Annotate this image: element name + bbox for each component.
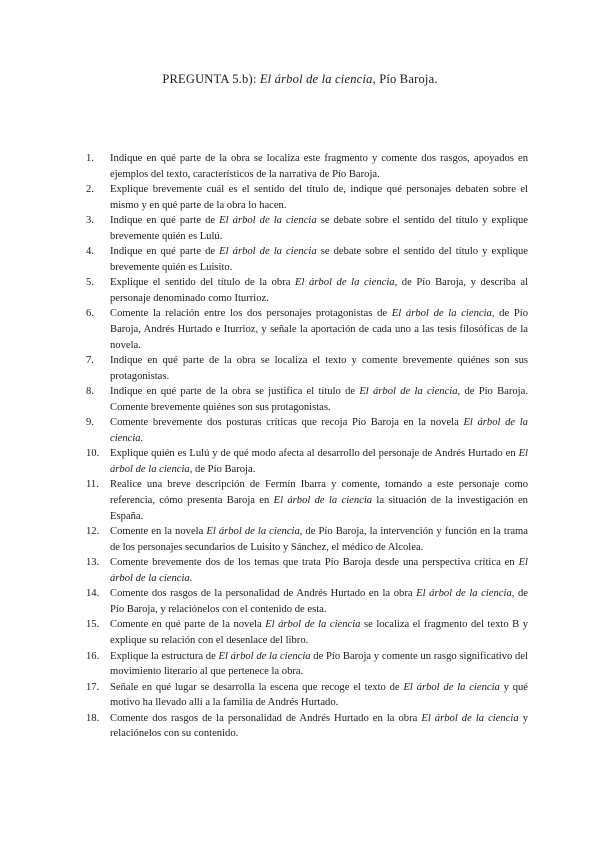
book-title-italic: El árbol de la ciencia: [110, 448, 528, 475]
question-item: [86, 524, 528, 555]
question-number: 4.: [86, 246, 94, 258]
question-number: 5.: [86, 277, 94, 289]
question-item: [86, 446, 528, 477]
question-text-segment: Indique en qué parte de la obra se localiza este fragmento y comente dos rasgos, apoyados en ejemplos del texto, característicos de la narrativa de Pío Baroja.: [110, 153, 528, 180]
question-item: [86, 586, 528, 617]
book-title-italic: El árbol de la ciencia: [273, 495, 373, 507]
question-number: 9.: [86, 417, 94, 429]
question-text-segment: Indique en qué parte de: [110, 215, 220, 227]
question-text-segment: Indique en qué parte de la obra se localiza el texto y comente brevemente quiénes son sus protagonistas.: [110, 355, 528, 382]
question-item: [86, 555, 528, 586]
question-text-segment: Explique brevemente cuál es el sentido del título de, indique qué personajes debaten sobre el mismo y en qué parte de la obra lo hacen.: [110, 184, 528, 211]
question-text-segment: Comente la relación entre los dos personajes protagonistas de: [110, 308, 392, 320]
question-text: [110, 384, 528, 415]
question-text: [110, 477, 528, 524]
page-title: [0, 72, 600, 87]
question-text: [110, 244, 528, 275]
question-text: [110, 306, 528, 353]
book-title-italic: El árbol de la ciencia: [219, 215, 317, 227]
question-number: 1.: [86, 153, 94, 164]
question-item: [86, 244, 528, 275]
question-text-segment: Señale en qué lugar se desarrolla la escena que recoge el texto de: [110, 681, 404, 693]
question-item: [86, 275, 528, 306]
book-title-italic: El árbol de la ciencia: [218, 650, 311, 662]
question-number: 16.: [86, 650, 100, 662]
book-title-italic: El árbol de la ciencia.: [110, 557, 528, 584]
question-number: 17.: [86, 681, 100, 693]
question-text-segment: Comente en qué parte de la novela: [110, 619, 266, 631]
question-text-segment: , de Pío Baroja. Comente brevemente quiénes son sus protagonistas.: [110, 386, 528, 413]
question-text-segment: y qué motivo ha llevado allí a la familia de Andrés Hurtado.: [110, 681, 528, 709]
question-text-segment: se localiza el fragmento del texto B y explique su relación con el desenlace del libro.: [110, 619, 529, 646]
book-title-italic: El árbol de la ciencia: [391, 308, 492, 320]
question-item: [86, 415, 528, 446]
book-title-italic: El árbol de la ciencia: [265, 619, 361, 631]
question-item: [86, 353, 528, 384]
question-number: 12.: [86, 526, 100, 538]
question-item: [86, 649, 528, 680]
book-title-italic: El árbol de la ciencia: [219, 246, 317, 258]
question-number: 3.: [86, 215, 94, 227]
book-title-italic: El árbol de la ciencia: [206, 526, 300, 538]
question-text-segment: Indique en qué parte de la obra se justifica el título de: [110, 386, 360, 398]
question-number: 10.: [86, 448, 100, 460]
question-text: [110, 415, 528, 446]
question-text: [110, 649, 528, 680]
question-text-segment: , de Pío Baroja, y describa al personaje denominado como Iturrioz.: [110, 277, 529, 304]
question-text: [110, 586, 528, 617]
question-text: [110, 680, 528, 711]
question-text-segment: Comente en la novela: [110, 526, 207, 538]
book-title-italic: El árbol de la ciencia: [421, 712, 519, 724]
question-item: [86, 477, 528, 524]
question-text: [110, 446, 528, 477]
question-text: [110, 275, 528, 306]
book-title-italic: El árbol de la ciencia: [403, 681, 500, 693]
book-title-italic: El árbol de la ciencia: [359, 386, 458, 398]
question-item: [86, 182, 528, 213]
question-text-segment: Comente dos rasgos de la personalidad de Andrés Hurtado en la obra: [110, 588, 417, 600]
question-number: 14.: [86, 588, 100, 600]
question-text-segment: la situación de la investigación en España.: [110, 495, 528, 522]
question-number: 11.: [86, 479, 99, 491]
book-title-italic: El árbol de la ciencia: [295, 277, 395, 289]
question-text-segment: y relaciónelos con su contenido.: [110, 712, 528, 740]
question-text-segment: Indique en qué parte de: [110, 246, 220, 258]
question-text-segment: Comente brevemente dos posturas críticas que recoja Pío Baroja en la novela: [110, 417, 464, 429]
question-text-segment: Comente dos rasgos de la personalidad de Andrés Hurtado en la obra: [110, 712, 422, 724]
book-title-italic: El árbol de la ciencia,: [416, 588, 515, 600]
question-text-segment: Realice una breve descripción de Fermín Ibarra y comente, tomando a este personaje como referencia, cómo presenta Baroja en: [110, 479, 528, 507]
question-number: 7.: [86, 355, 94, 367]
question-text: [110, 555, 528, 586]
question-text-segment: Comente brevemente dos de los temas que trata Pío Baroja desde una perspectiva crítica en: [110, 557, 519, 569]
question-text-segment: de Pío Baroja, y relaciónelos con el contenido de esta.: [110, 588, 528, 615]
question-number: 18.: [86, 712, 100, 724]
question-text: [110, 617, 528, 648]
question-text-segment: Explique el sentido del título de la obra: [110, 277, 295, 289]
question-text-segment: , de Pío Baroja.: [189, 463, 256, 475]
title-prefix: PREGUNTA 5.b):: [162, 72, 260, 86]
book-title-italic: El árbol de la ciencia.: [110, 417, 528, 444]
question-number: 8.: [86, 386, 94, 398]
question-text: [110, 353, 528, 384]
question-text-segment: , de Pío Baroja, la intervención y función en la trama de los personajes secundarios de Luisito y Sánchez, el médico de Alcolea.: [110, 526, 528, 553]
question-text: [110, 213, 528, 244]
question-item: [86, 306, 528, 353]
question-item: [86, 384, 528, 415]
question-text-segment: de Pío Baroja y comente un rasgo significativo del movimiento literario al que pertenece la obra.: [110, 650, 528, 678]
question-number: 6.: [86, 308, 94, 320]
question-text: [110, 524, 528, 555]
question-number: 15.: [86, 619, 100, 631]
title-work: El árbol de la ciencia: [259, 72, 373, 86]
question-text: [110, 151, 528, 182]
question-list: [86, 151, 528, 742]
question-text-segment: Explique la estructura de: [110, 650, 219, 662]
question-text: [110, 711, 528, 742]
question-item: [86, 680, 528, 711]
question-text-segment: se debate sobre el sentido del título y explique brevemente quién es Lulú.: [110, 215, 528, 242]
title-suffix: , Pío Baroja.: [372, 72, 438, 86]
question-item: [86, 213, 528, 244]
question-text-segment: se debate sobre el sentido del título y explique brevemente quién es Luisito.: [110, 246, 528, 273]
question-text-segment: , de Pío Baroja, Andrés Hurtado e Iturrioz, y señale la aportación de cada uno a las tesis filosóficas de la novela.: [110, 308, 528, 351]
question-number: 2.: [86, 184, 94, 196]
question-number: 13.: [86, 557, 100, 569]
question-item: [86, 711, 528, 742]
question-item: [86, 151, 528, 182]
question-text: [110, 182, 528, 213]
question-item: [86, 617, 528, 648]
question-text-segment: Explique quién es Lulú y de qué modo afecta al desarrollo del personaje de Andrés Hurtado en: [110, 448, 519, 460]
